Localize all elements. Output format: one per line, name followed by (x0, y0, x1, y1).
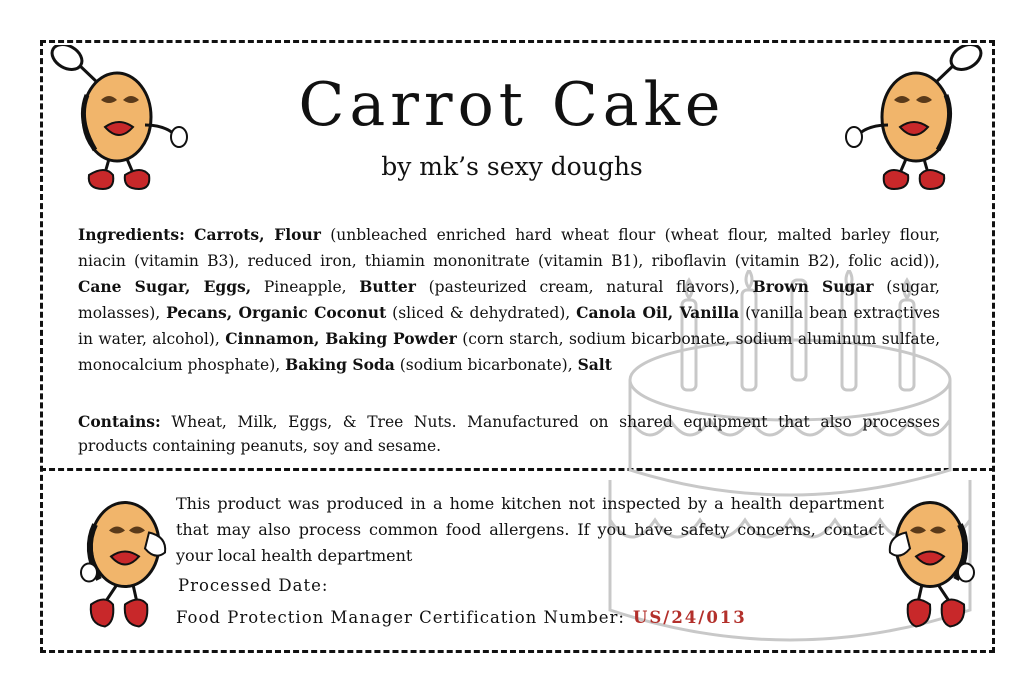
ingredient-name: Cane Sugar, Eggs, (78, 277, 252, 296)
ingredient-detail: (corn starch, sodium bicarbonate, sodium aluminum sulfate, monocalcium phosphate), (78, 330, 940, 374)
certification-number: US/24/013 (633, 608, 747, 627)
allergen-text: Wheat, Milk, Eggs, & Tree Nuts. Manufactured on shared equipment that also processes products containing peanuts, soy and sesame. (78, 413, 940, 455)
processed-date-label: Processed Date: (178, 576, 329, 595)
mascot-bottom-left-icon (65, 492, 175, 637)
product-title: Carrot Cake (298, 70, 726, 140)
ingredient-detail: (sodium bicarbonate), (394, 356, 578, 374)
ingredient-name: Pecans, Organic Coconut (166, 303, 387, 322)
certification-label: Food Protection Manager Certification Number: (176, 608, 625, 627)
ingredient-name: Cinnamon, Baking Powder (225, 329, 457, 348)
ingredient-detail: (pasteurized cream, natural flavors), (415, 278, 753, 296)
ingredients-heading: Ingredients: (78, 225, 185, 244)
ingredient-name: Canola Oil, Vanilla (576, 303, 740, 322)
contains-heading: Contains: (78, 412, 161, 431)
ingredient-name: Carrots, Flour (194, 225, 321, 244)
ingredients-list (78, 222, 940, 378)
certification-line (176, 608, 747, 627)
ingredient-name: Salt (577, 355, 612, 374)
ingredient-name: Baking Soda (285, 355, 395, 374)
ingredient-detail: (sliced & dehydrated), (386, 304, 577, 322)
ingredient-detail: (unbleached enriched hard wheat flour (wheat flour, malted barley flour, niacin (vitamin B3), reduced iron, thiamin mononitrate (vitamin B1), riboflavin (vitamin B2), folic acid)), (78, 226, 940, 270)
ingredient-detail: Pineapple, (251, 278, 360, 296)
mascot-bottom-right-icon (880, 492, 990, 637)
ingredient-detail: (sugar, molasses), (78, 278, 940, 322)
home-kitchen-notice: This product was produced in a home kitchen not inspected by a health department that may also process common food allergens. If you have safety concerns, contact your local health department (176, 494, 884, 565)
ingredient-name: Brown Sugar (752, 277, 874, 296)
ingredient-detail: (vanilla bean extractives in water, alcohol), (78, 304, 940, 348)
allergen-statement (78, 410, 940, 458)
ingredient-name: Butter (359, 277, 416, 296)
product-subtitle: by mk’s sexy doughs (381, 152, 643, 181)
